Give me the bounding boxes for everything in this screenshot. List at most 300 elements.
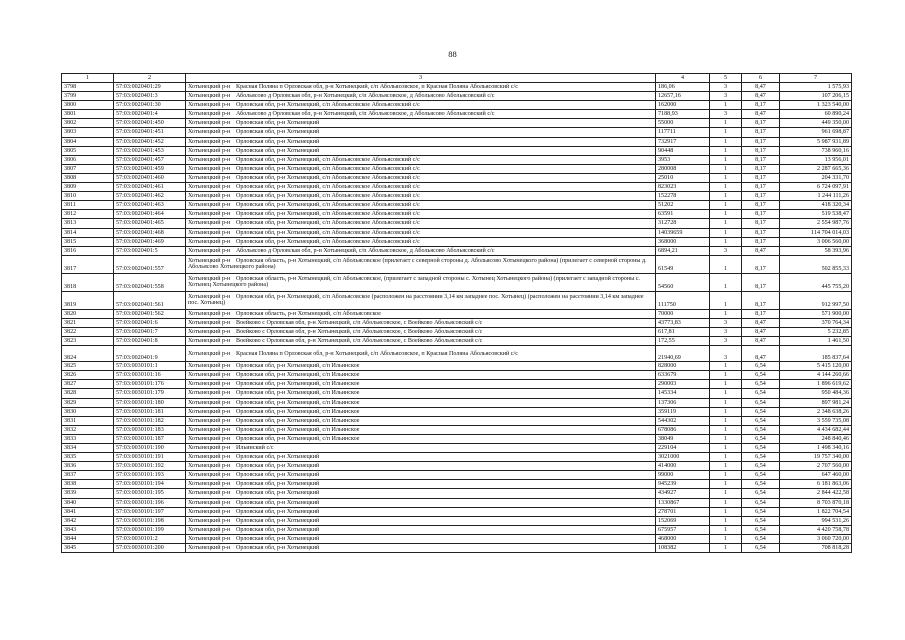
row-number: 3845	[62, 544, 114, 553]
specific-value: 8,17	[742, 128, 780, 137]
cadastral-number: 57:03:0030101:16	[114, 371, 186, 380]
district-name: Хотынецкий р-н	[188, 381, 231, 388]
cadastral-value: 1 575,93	[780, 83, 852, 92]
area-value: 61549	[656, 255, 710, 273]
group-number: 1	[710, 544, 742, 553]
location-text: Воейково с Орловская обл, р-н Хотынецкий, с/п Абольясовское, с Воейково Абольясовский с/с	[236, 319, 483, 326]
area-value: 675957	[656, 525, 710, 534]
row-number: 3817	[62, 255, 114, 273]
location-text: Орловская обл, р-н Хотынецкий	[236, 508, 320, 515]
column-header: 5	[710, 74, 742, 83]
address-cell	[186, 246, 656, 255]
row-number: 3833	[62, 434, 114, 443]
row-number: 3827	[62, 380, 114, 389]
cadastral-value: 449 350,00	[780, 119, 852, 128]
specific-value: 8,47	[742, 110, 780, 119]
table-row	[62, 183, 852, 192]
specific-value: 6,54	[742, 471, 780, 480]
area-value: 90448	[656, 146, 710, 155]
specific-value: 6,54	[742, 398, 780, 407]
area-value: 414000	[656, 462, 710, 471]
address-cell	[186, 434, 656, 443]
table-row	[62, 219, 852, 228]
location-text: Абольясово д Орловская обл, р-н Хотынецкий, с/п Абольясовское, д Абольясово Абольясовский с/с	[236, 247, 495, 254]
location-text: Абольясово д Орловская обл, р-н Хотынецкий, с/п Абольясовское, д Абольясово Абольясовский с/с	[236, 111, 495, 118]
group-number: 1	[710, 507, 742, 516]
area-value: 63591	[656, 210, 710, 219]
address-cell	[186, 462, 656, 471]
specific-value: 6,54	[742, 462, 780, 471]
cadastral-value: 370 764,34	[780, 318, 852, 327]
table-row	[62, 471, 852, 480]
address-cell	[186, 155, 656, 164]
address-cell	[186, 201, 656, 210]
address-cell	[186, 544, 656, 553]
address-cell	[186, 498, 656, 507]
table-row	[62, 83, 852, 92]
district-name: Хотынецкий р-н	[188, 193, 231, 200]
group-number: 3	[710, 246, 742, 255]
group-number: 1	[710, 146, 742, 155]
address-cell	[186, 489, 656, 498]
row-number: 3801	[62, 110, 114, 119]
row-number: 3835	[62, 453, 114, 462]
row-number: 3844	[62, 534, 114, 543]
specific-value: 8,17	[742, 273, 780, 291]
specific-value: 6,54	[742, 480, 780, 489]
cadastral-number: 57:03:0030101:190	[114, 444, 186, 453]
address-cell	[186, 192, 656, 201]
table-row	[62, 425, 852, 434]
specific-value: 8,17	[742, 155, 780, 164]
cadastral-number: 57:03:0020401:30	[114, 101, 186, 110]
specific-value: 8,17	[742, 164, 780, 173]
address-cell	[186, 389, 656, 398]
address-cell	[186, 444, 656, 453]
row-number: 3822	[62, 327, 114, 336]
table-row	[62, 327, 852, 336]
table-row	[62, 228, 852, 237]
district-name: Хотынецкий р-н	[188, 247, 231, 254]
table-row	[62, 318, 852, 327]
area-value: 152278	[656, 192, 710, 201]
area-value: 359119	[656, 407, 710, 416]
cadastral-number: 57:03:0020401:558	[114, 273, 186, 291]
area-value: 229104	[656, 444, 710, 453]
cadastral-number: 57:03:0020401:453	[114, 146, 186, 155]
specific-value: 6,54	[742, 507, 780, 516]
table-row	[62, 346, 852, 362]
specific-value: 8,17	[742, 210, 780, 219]
page-number: 88	[448, 49, 457, 59]
group-number: 1	[710, 480, 742, 489]
address-cell	[186, 362, 656, 371]
specific-value: 6,54	[742, 516, 780, 525]
table-row	[62, 389, 852, 398]
location-text: Орловская обл, р-н Хотынецкий, с/п Ильинское	[236, 372, 360, 379]
cadastral-number: 57:03:0030101:191	[114, 453, 186, 462]
specific-value: 8,17	[742, 146, 780, 155]
address-cell	[186, 183, 656, 192]
cadastral-number: 57:03:0030101:198	[114, 516, 186, 525]
cadastral-number: 57:03:0020401:461	[114, 183, 186, 192]
address-cell	[186, 480, 656, 489]
cadastral-value: 1 896 619,62	[780, 380, 852, 389]
location-text: Красная Поляна п Орловская обл, р-н Хотынецкий, с/п Абольясовское, п Красная Поляна Абольясовский с/с	[236, 350, 518, 357]
group-number: 1	[710, 371, 742, 380]
district-name: Хотынецкий р-н	[188, 490, 231, 497]
row-number: 3820	[62, 309, 114, 318]
specific-value: 6,54	[742, 489, 780, 498]
table-row	[62, 173, 852, 182]
group-number: 1	[710, 291, 742, 309]
group-number: 1	[710, 489, 742, 498]
district-name: Хотынецкий р-н	[188, 156, 231, 163]
district-name: Хотынецкий р-н	[188, 508, 231, 515]
cadastral-number: 57:03:0030101:199	[114, 525, 186, 534]
cadastral-value: 6 181 863,06	[780, 480, 852, 489]
address-cell	[186, 398, 656, 407]
cadastral-value: 8 703 870,18	[780, 498, 852, 507]
area-value: 6894,21	[656, 246, 710, 255]
address-cell	[186, 318, 656, 327]
group-number: 1	[710, 444, 742, 453]
cadastral-value: 5 232,85	[780, 327, 852, 336]
district-name: Хотынецкий р-н	[188, 338, 231, 345]
cadastral-value: 185 837,64	[780, 346, 852, 362]
group-number: 1	[710, 201, 742, 210]
row-number: 3811	[62, 201, 114, 210]
group-number: 1	[710, 389, 742, 398]
row-number: 3802	[62, 119, 114, 128]
cadastral-value: 519 538,47	[780, 210, 852, 219]
row-number: 3843	[62, 525, 114, 534]
cadastral-number: 57:03:0020401:6	[114, 318, 186, 327]
group-number: 1	[710, 210, 742, 219]
group-number: 1	[710, 462, 742, 471]
cadastral-value: 897 981,24	[780, 398, 852, 407]
group-number: 1	[710, 219, 742, 228]
district-name: Хотынецкий р-н	[188, 174, 231, 181]
table-row	[62, 434, 852, 443]
row-number: 3813	[62, 219, 114, 228]
column-header: 3	[186, 74, 656, 83]
group-number: 1	[710, 192, 742, 201]
location-text: Орловская обл, р-н Хотынецкий	[236, 490, 320, 497]
area-value: 633679	[656, 371, 710, 380]
district-name: Хотынецкий р-н	[188, 408, 231, 415]
district-name: Хотынецкий р-н	[188, 147, 231, 154]
specific-value: 8,47	[742, 246, 780, 255]
area-value: 51202	[656, 201, 710, 210]
district-name: Хотынецкий р-н	[188, 499, 231, 506]
row-number: 3807	[62, 164, 114, 173]
group-number: 1	[710, 164, 742, 173]
table-row	[62, 544, 852, 553]
district-name: Хотынецкий р-н	[188, 138, 231, 145]
row-number: 3818	[62, 273, 114, 291]
area-value: 823023	[656, 183, 710, 192]
cadastral-value: 19 757 340,00	[780, 453, 852, 462]
area-value: 368000	[656, 237, 710, 246]
cadastral-number: 57:03:0020401:459	[114, 164, 186, 173]
group-number: 1	[710, 407, 742, 416]
area-value: 312728	[656, 219, 710, 228]
table-row	[62, 201, 852, 210]
table-row	[62, 380, 852, 389]
specific-value: 8,17	[742, 237, 780, 246]
address-cell	[186, 101, 656, 110]
group-number: 1	[710, 498, 742, 507]
cadastral-number: 57:03:0020401:5	[114, 246, 186, 255]
address-cell	[186, 273, 656, 291]
table-row	[62, 534, 852, 543]
district-name: Хотынецкий р-н	[188, 350, 231, 357]
group-number: 1	[710, 183, 742, 192]
location-text: Орловская обл, р-н Хотынецкий, с/п Ильинское	[236, 390, 360, 397]
table-row	[62, 119, 852, 128]
location-text: Орловская обл, р-н Хотынецкий	[236, 147, 320, 154]
column-header: 4	[656, 74, 710, 83]
district-name: Хотынецкий р-н	[188, 220, 231, 227]
district-name: Хотынецкий р-н	[188, 435, 231, 442]
group-number: 1	[710, 255, 742, 273]
address-cell	[186, 346, 656, 362]
cadastral-number: 57:03:0030101:182	[114, 416, 186, 425]
row-number: 3819	[62, 291, 114, 309]
specific-value: 8,17	[742, 173, 780, 182]
specific-value: 8,17	[742, 309, 780, 318]
table-row	[62, 525, 852, 534]
address-cell	[186, 219, 656, 228]
district-name: Хотынецкий р-н	[188, 120, 231, 127]
cadastral-number: 57:03:0030101:180	[114, 398, 186, 407]
district-name: Хотынецкий р-н	[188, 238, 231, 245]
area-value: 70000	[656, 309, 710, 318]
location-text: Орловская обл, р-н Хотынецкий, с/п Ильинское	[236, 399, 360, 406]
row-number: 3828	[62, 389, 114, 398]
address-cell	[186, 309, 656, 318]
table-row	[62, 210, 852, 219]
cadastral-number: 57:03:0020401:451	[114, 128, 186, 137]
location-text: Орловская обл, р-н Хотынецкий, с/п Абольясовское Абольясовский с/с	[236, 202, 420, 209]
district-name: Хотынецкий р-н	[188, 372, 231, 379]
cadastral-value: 114 704 014,03	[780, 228, 852, 237]
address-cell	[186, 119, 656, 128]
area-value: 12657,16	[656, 92, 710, 101]
address-cell	[186, 92, 656, 101]
area-value: 278701	[656, 507, 710, 516]
area-value: 617,81	[656, 327, 710, 336]
address-cell	[186, 337, 656, 346]
location-text: Орловская обл, р-н Хотынецкий, с/п Ильинское	[236, 417, 360, 424]
row-number: 3806	[62, 155, 114, 164]
group-number: 3	[710, 327, 742, 336]
specific-value: 6,54	[742, 453, 780, 462]
area-value: 152069	[656, 516, 710, 525]
location-text: Орловская обл, р-н Хотынецкий, с/п Абольясовское Абольясовский с/с	[236, 238, 420, 245]
cadastral-value: 1 244 111,26	[780, 192, 852, 201]
group-number: 1	[710, 425, 742, 434]
group-number: 1	[710, 273, 742, 291]
cadastral-value-table	[61, 73, 852, 553]
location-text: Орловская обл, р-н Хотынецкий, с/п Абольясовское Абольясовский с/с	[236, 156, 420, 163]
specific-value: 8,17	[742, 219, 780, 228]
location-text: Орловская обл, р-н Хотынецкий, с/п Абольясовское Абольясовский с/с	[236, 229, 420, 236]
cadastral-number: 57:03:0020401:457	[114, 155, 186, 164]
specific-value: 8,17	[742, 192, 780, 201]
address-cell	[186, 146, 656, 155]
cadastral-value: 3 006 560,00	[780, 237, 852, 246]
cadastral-value: 4 144 260,66	[780, 371, 852, 380]
cadastral-number: 57:03:0020401:465	[114, 219, 186, 228]
specific-value: 8,47	[742, 327, 780, 336]
area-value: 434927	[656, 489, 710, 498]
location-text: Орловская область, р-н Хотынецкий, с/п Абольясовское (прилегает с северной стороны д. Абольясово Хотынецкого района) (прилегает с северной стороны д. Абольясово Хотынецкого района)	[188, 258, 647, 271]
district-name: Хотынецкий р-н	[188, 545, 231, 552]
group-number: 1	[710, 516, 742, 525]
specific-value: 8,17	[742, 183, 780, 192]
area-value: 43773,83	[656, 318, 710, 327]
group-number: 1	[710, 119, 742, 128]
cadastral-value: 445 755,20	[780, 273, 852, 291]
address-cell	[186, 525, 656, 534]
area-value: 54560	[656, 273, 710, 291]
cadastral-number: 57:03:0020401:464	[114, 210, 186, 219]
group-number: 1	[710, 128, 742, 137]
specific-value: 8,17	[742, 119, 780, 128]
cadastral-value: 1 461,50	[780, 337, 852, 346]
cadastral-value: 647 460,00	[780, 471, 852, 480]
table-row	[62, 444, 852, 453]
group-number: 1	[710, 309, 742, 318]
cadastral-number: 57:03:0020401:462	[114, 192, 186, 201]
district-name: Хотынецкий р-н	[188, 211, 231, 218]
table-row	[62, 453, 852, 462]
location-text: Орловская обл, р-н Хотынецкий	[236, 138, 320, 145]
table-row	[62, 155, 852, 164]
row-number: 3799	[62, 92, 114, 101]
location-text: Орловская область, р-н Хотынецкий, с/п Абольясовское	[236, 310, 381, 317]
row-number: 3841	[62, 507, 114, 516]
district-name: Хотынецкий р-н	[188, 328, 231, 335]
specific-value: 6,54	[742, 498, 780, 507]
district-name: Хотынецкий р-н	[188, 535, 231, 542]
column-number-row	[62, 74, 852, 83]
specific-value: 6,54	[742, 389, 780, 398]
group-number: 1	[710, 534, 742, 543]
district-name: Хотынецкий р-н	[188, 390, 231, 397]
district-name: Хотынецкий р-н	[188, 363, 231, 370]
area-value: 3953	[656, 155, 710, 164]
row-number: 3798	[62, 83, 114, 92]
cadastral-number: 57:03:0020401:557	[114, 255, 186, 273]
specific-value: 8,17	[742, 228, 780, 237]
specific-value: 6,54	[742, 544, 780, 553]
specific-value: 6,54	[742, 371, 780, 380]
location-text: Орловская обл, р-н Хотынецкий, с/п Абольясовское Абольясовский с/с	[236, 102, 420, 109]
address-cell	[186, 291, 656, 309]
location-text: Ильинский с/с	[236, 445, 274, 451]
address-cell	[186, 137, 656, 146]
location-text: Орловская обл, р-н Хотынецкий, с/п Абольясовское Абольясовский с/с	[236, 184, 420, 191]
location-text: Орловская обл, р-н Хотынецкий	[236, 454, 320, 461]
group-number: 1	[710, 525, 742, 534]
table-row	[62, 407, 852, 416]
row-number: 3821	[62, 318, 114, 327]
cadastral-number: 57:03:0020401:9	[114, 346, 186, 362]
cadastral-value: 912 997,50	[780, 291, 852, 309]
cadastral-value: 1 822 704,54	[780, 507, 852, 516]
district-name: Хотынецкий р-н	[188, 310, 231, 317]
column-header: 1	[62, 74, 114, 83]
location-text: Орловская обл, р-н Хотынецкий, с/п Ильинское	[236, 408, 360, 415]
address-cell	[186, 425, 656, 434]
area-value: 468000	[656, 534, 710, 543]
row-number: 3816	[62, 246, 114, 255]
table-row	[62, 498, 852, 507]
cadastral-number: 57:03:0020401:29	[114, 83, 186, 92]
specific-value: 8,17	[742, 291, 780, 309]
group-number: 1	[710, 380, 742, 389]
specific-value: 6,54	[742, 380, 780, 389]
district-name: Хотынецкий р-н	[188, 463, 231, 470]
group-number: 1	[710, 362, 742, 371]
district-name: Хотынецкий р-н	[188, 229, 231, 236]
cadastral-number: 57:03:0020401:460	[114, 173, 186, 182]
table-row	[62, 101, 852, 110]
address-cell	[186, 380, 656, 389]
table-row	[62, 246, 852, 255]
address-cell	[186, 327, 656, 336]
specific-value: 6,54	[742, 434, 780, 443]
cadastral-number: 57:03:0020401:8	[114, 337, 186, 346]
row-number: 3825	[62, 362, 114, 371]
district-name: Хотынецкий р-н	[188, 517, 231, 524]
cadastral-value: 107 206,15	[780, 92, 852, 101]
location-text: Красная Поляна п Орловская обл, р-н Хотынецкий, с/п Абольясовское, п Красная Поляна Абольясовский с/с	[236, 84, 518, 90]
cadastral-number: 57:03:0030101:183	[114, 425, 186, 434]
specific-value: 6,54	[742, 444, 780, 453]
area-value: 117711	[656, 128, 710, 137]
location-text: Орловская обл, р-н Хотынецкий, с/п Ильинское	[236, 381, 360, 388]
group-number: 1	[710, 155, 742, 164]
row-number: 3842	[62, 516, 114, 525]
location-text: Орловская обл, р-н Хотынецкий	[236, 463, 320, 470]
address-cell	[186, 471, 656, 480]
cadastral-number: 57:03:0030101:193	[114, 471, 186, 480]
specific-value: 8,47	[742, 92, 780, 101]
area-value: 14039659	[656, 228, 710, 237]
cadastral-value: 994 531,26	[780, 516, 852, 525]
address-cell	[186, 173, 656, 182]
cadastral-number: 57:03:0030101:194	[114, 480, 186, 489]
row-number: 3838	[62, 480, 114, 489]
cadastral-value: 2 844 422,58	[780, 489, 852, 498]
table-row	[62, 337, 852, 346]
row-number: 3803	[62, 128, 114, 137]
cadastral-number: 57:03:0020401:7	[114, 327, 186, 336]
row-number: 3810	[62, 192, 114, 201]
group-number: 1	[710, 101, 742, 110]
address-cell	[186, 164, 656, 173]
group-number: 1	[710, 471, 742, 480]
cadastral-value: 58 393,96	[780, 246, 852, 255]
area-value: 145334	[656, 389, 710, 398]
cadastral-number: 57:03:0020401:561	[114, 291, 186, 309]
row-number: 3839	[62, 489, 114, 498]
row-number: 3823	[62, 337, 114, 346]
